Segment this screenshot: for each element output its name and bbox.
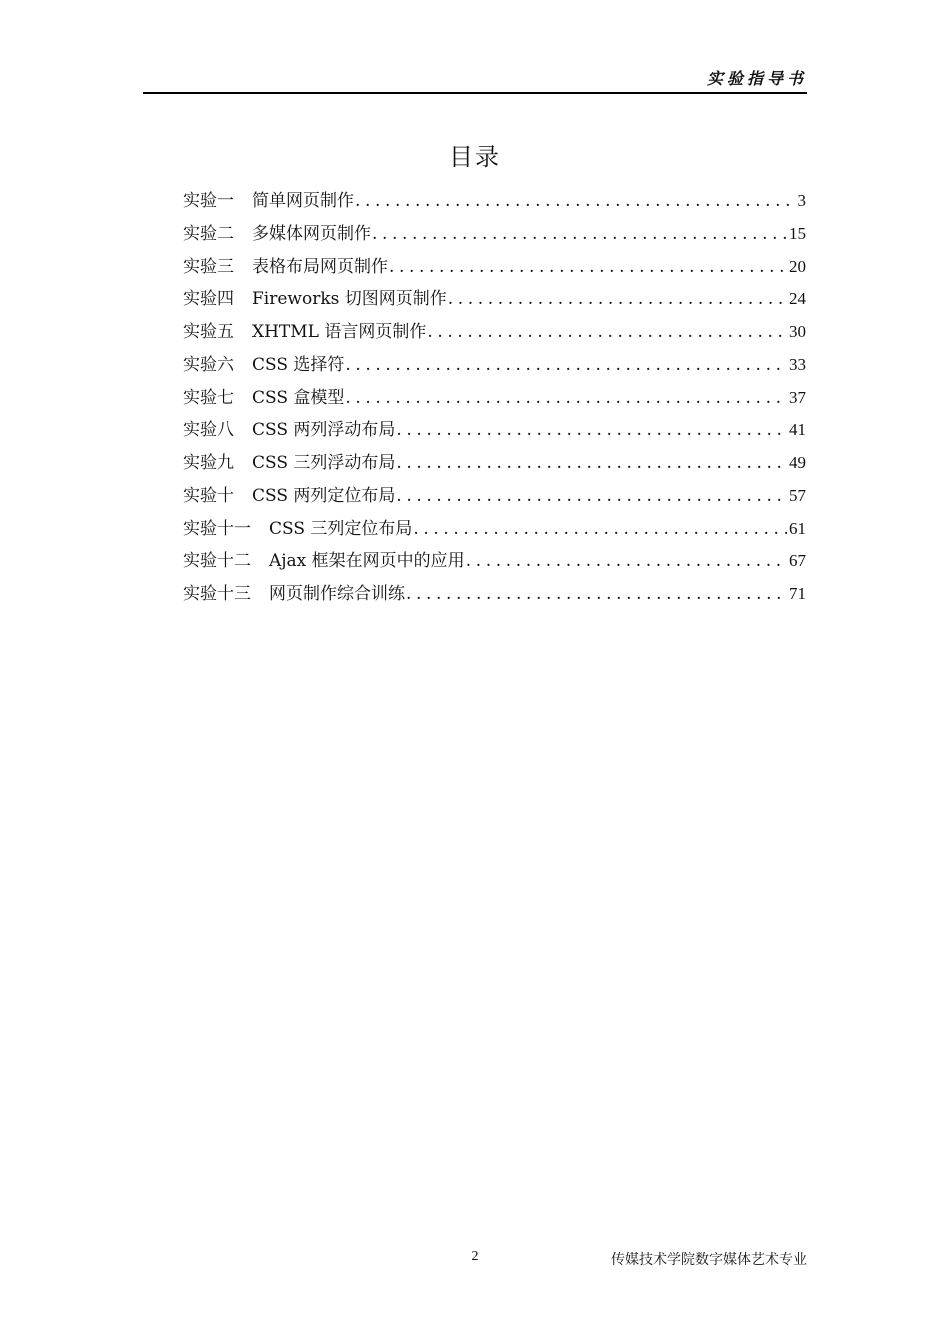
toc-entry-page: 57: [789, 485, 806, 505]
toc-entry-page: 49: [789, 453, 806, 472]
toc-entry-title: Ajax 框架在网页中的应用: [269, 551, 465, 572]
toc-entry-title: CSS 两列定位布局: [252, 485, 396, 506]
page-header: [143, 66, 807, 94]
toc-entry-page: 15: [789, 223, 806, 243]
toc-entry-title: XHTML 语言网页制作: [252, 322, 427, 342]
toc-dot-leader: [355, 185, 796, 218]
toc-entry-number: 实验三: [183, 256, 234, 277]
footer-page-number: 2: [471, 1249, 479, 1264]
toc-entry-title: CSS 盒模型: [252, 387, 345, 408]
header-title: 实验指导书: [706, 69, 807, 88]
footer-text: 传媒技术学院数字媒体艺术专业: [611, 1252, 807, 1268]
toc-entry-page: 37: [789, 387, 806, 407]
toc-dot-leader: [413, 513, 787, 546]
toc-entry[interactable]: [183, 447, 806, 480]
toc-entry-number: 实验四: [183, 289, 234, 310]
toc-entry[interactable]: [183, 480, 806, 513]
toc-entry[interactable]: [183, 414, 806, 447]
toc-entry-number: 实验十一: [183, 518, 251, 539]
toc-dot-leader: [389, 251, 787, 284]
toc-entry-title: CSS 三列定位布局: [269, 518, 413, 539]
toc-entry-page: 41: [789, 420, 806, 440]
toc-dot-leader: [396, 480, 787, 513]
toc-entry-page: 24: [789, 289, 806, 309]
toc-list: [183, 185, 806, 611]
toc-dot-leader: [345, 382, 787, 415]
toc-entry[interactable]: [183, 316, 806, 349]
toc-entry-number: 实验十三: [183, 584, 251, 604]
toc-entry[interactable]: [183, 283, 806, 316]
toc-title: 目录: [449, 143, 501, 171]
toc-entry-page: 67: [789, 551, 806, 571]
toc-entry-title: Fireworks 切图网页制作: [252, 289, 447, 310]
toc-entry-number: 实验十: [183, 485, 234, 506]
toc-entry[interactable]: [183, 545, 806, 578]
toc-entry-title: 表格布局网页制作: [252, 256, 388, 277]
toc-entry-number: 实验十二: [183, 551, 251, 572]
toc-dot-leader: [448, 283, 787, 316]
toc-entry-title: CSS 选择符: [252, 354, 345, 375]
toc-entry-number: 实验二: [183, 223, 234, 244]
toc-dot-leader: [427, 316, 787, 349]
toc-dot-leader: [396, 447, 787, 480]
toc-entry-number: 实验九: [183, 453, 234, 473]
toc-entry-page: 20: [789, 256, 806, 276]
toc-entry-title: 简单网页制作: [252, 191, 354, 211]
toc-entry[interactable]: [183, 185, 806, 218]
toc-entry-title: 网页制作综合训练: [269, 584, 405, 604]
toc-entry-page: 3: [797, 191, 806, 210]
toc-entry[interactable]: [183, 578, 806, 611]
toc-dot-leader: [396, 414, 787, 447]
toc-entry-title: CSS 两列浮动布局: [252, 420, 396, 441]
toc-entry-title: 多媒体网页制作: [252, 223, 371, 244]
toc-entry[interactable]: [183, 513, 806, 546]
toc-entry[interactable]: [183, 218, 806, 251]
toc-entry-number: 实验六: [183, 354, 234, 375]
toc-dot-leader: [466, 545, 787, 578]
toc-entry[interactable]: [183, 382, 806, 415]
toc-dot-leader: [372, 218, 787, 251]
toc-dot-leader: [345, 349, 787, 382]
toc-entry-page: 33: [789, 354, 806, 374]
toc-entry-page: 61: [789, 518, 806, 538]
toc-entry[interactable]: [183, 349, 806, 382]
toc-entry-title: CSS 三列浮动布局: [252, 453, 396, 473]
toc-entry-number: 实验五: [183, 322, 234, 342]
toc-entry[interactable]: [183, 251, 806, 284]
toc-entry-number: 实验七: [183, 387, 234, 408]
toc-entry-number: 实验一: [183, 191, 234, 211]
toc-entry-page: 30: [789, 322, 806, 341]
toc-entry-number: 实验八: [183, 420, 234, 441]
toc-dot-leader: [406, 578, 787, 611]
toc-entry-page: 71: [789, 584, 806, 603]
